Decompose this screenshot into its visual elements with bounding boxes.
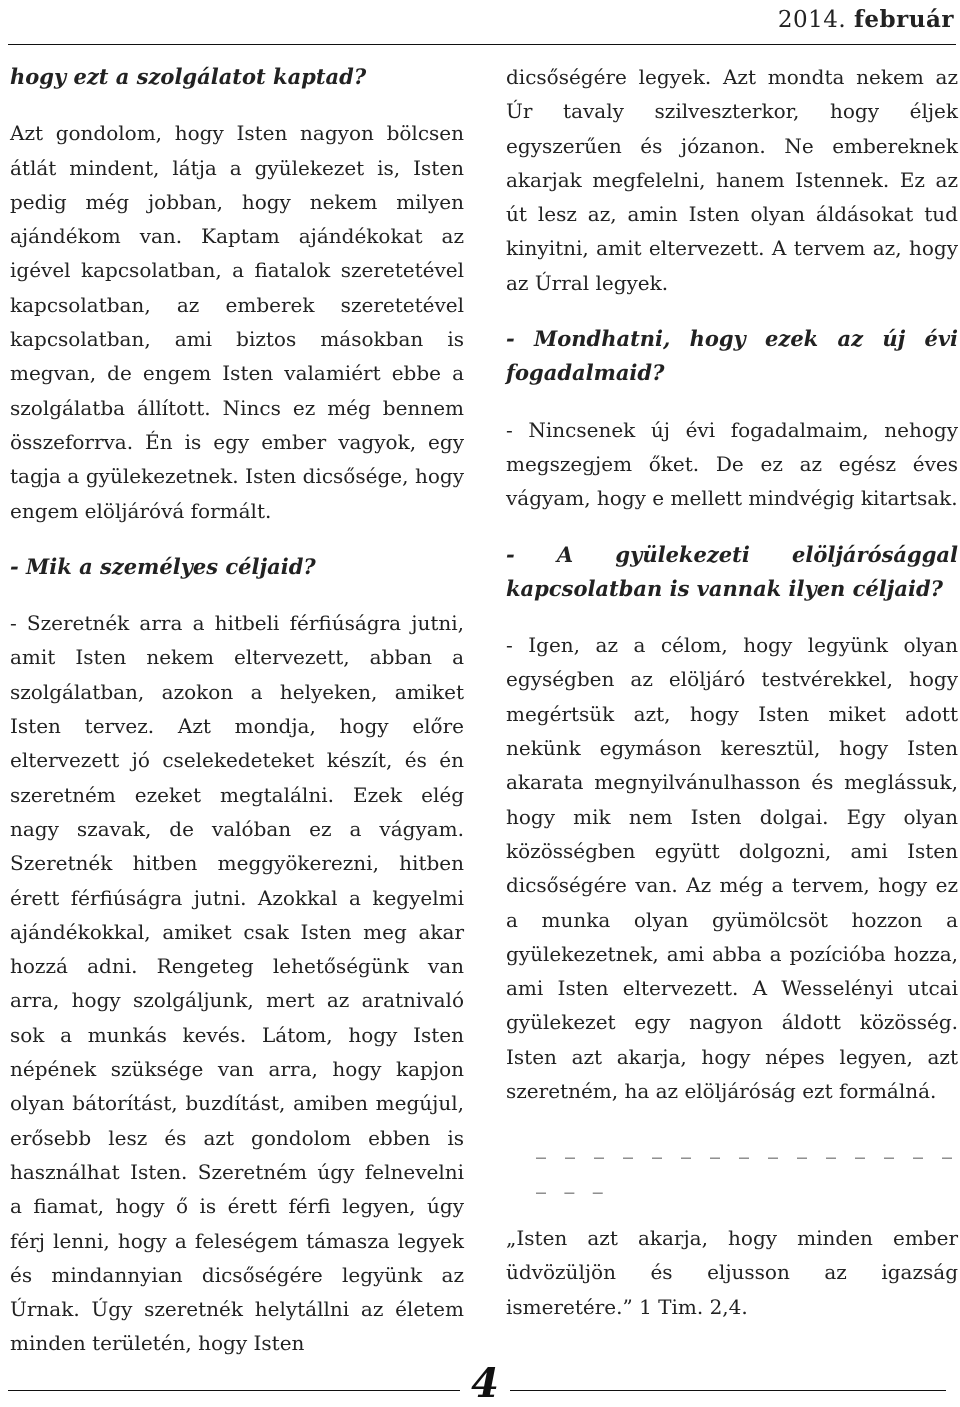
- interview-answer: - Nincsenek új évi fogadalmaim, nehogy megszegjem őket. De ez az egész éves vágyam, hogy e mellett mindvégig kitartsak.: [506, 417, 958, 511]
- interview-answer-continued: dicsőségére legyek. Azt mondta nekem az Úr tavaly szilveszterkor, hogy éljek egyszerűen és józanon. Ne embereknek akarjak megfelelni, hanem Istennek. Ez az út lesz az, amin Isten olyan áldásokat tud kinyitni, amit eltervezett. A tervem az, hogy az Úrral legyek.: [506, 65, 958, 295]
- left-column: [10, 60, 464, 1383]
- interview-question: - Mik a személyes céljaid?: [10, 553, 316, 579]
- interview-question: hogy ezt a szolgálatot kaptad?: [10, 64, 367, 89]
- interview-answer: - Szeretnék arra a hitbeli férfiúságra jutni, amit Isten nekem eltervezett, abban a szolgálatban, azokon a helyeken, amiket Isten tervez. Azt mondja, hogy előre eltervezett jó cselekedeteket készít, és én szeretném ezeket megtalálni. Ezek elég nagy szavak, de valóban ez a vágyam. Szeretnék hitben meggyökerezni, hitben érett férfiúságra jutni. Azokkal a kegyelmi ajándékokkal, amiket csak Isten meg akar hozzá adni. Rengeteg lehetőségünk van arra, hogy szolgáljunk, mert az aratnivaló sok a munkás kevés. Látom, hogy Isten népének szüksége van arra, hogy kapjon olyan bátorítást, buzdítást, amiben megújul, erősebb lesz és azt gondolom ebben is használhat Isten. Szeretném úgy felnevelni a fiamat, hogy ő is érett férfi legyen, úgy férj lenni, hogy a feleségem támasza legyek és mindannyian dicsőségére legyünk az Úrnak. Úgy szeretnék helytállni az életem minden területén, hogy Isten: [10, 611, 464, 1356]
- bible-quote: „Isten azt akarja, hogy minden ember üdvözüljön és eljusson az igazság ismeretére.” 1 Tim. 2,4.: [506, 1225, 958, 1319]
- interview-question: - A gyülekezeti elöljárósággal kapcsolatban is vannak ilyen céljaid?: [506, 541, 958, 601]
- interview-question: - Mondhatni, hogy ezek az új évi fogadalmaid?: [506, 326, 958, 386]
- issue-month: február: [854, 6, 954, 33]
- interview-answer: Azt gondolom, hogy Isten nagyon bölcsen átlát mindent, látja a gyülekezet is, Isten pedig még jobban, hogy nekem milyen ajándékom van. Kaptam ajándékokat az igével kapcsolatban, a fiatalok szeretetével kapcsolatban, az emberek szeretetével kapcsolatban, ami biztos másokban is megvan, de engem Isten valamiért ebbe a szolgálatba állított. Nincs ez még bennem összeforrva. Én is egy ember vagyok, egy tagja a gyülekezetnek. Isten dicsősége, hogy engem elöljáróvá formált.: [10, 121, 464, 523]
- page-header: [0, 0, 960, 46]
- header-rule: [8, 44, 956, 45]
- interview-answer: - Igen, az a célom, hogy legyünk olyan egységben az elöljáró testvérekkel, hogy megértsük azt, hogy Isten miket adott nekünk egymáson keresztül, hogy Isten akarata megnyilvánulhasson és meglássuk, hogy mik nem Isten dolgai. Egy olyan közösségben együtt dolgozni, ami Isten dicsőségére van. Az még a tervem, hogy ez a munka olyan gyümölcsöt hozzon a gyülekezetnek, ami abba a pozícióba hozza, ami Isten eltervezett. A Wesselényi utcai gyülekezet egy nagyon áldott közösség. Isten azt akarja, hogy népes legyen, azt szeretném, ha az elöljáróság ezt formálná.: [506, 633, 958, 1104]
- page-number: 4: [460, 1362, 510, 1406]
- right-column: [506, 60, 958, 1346]
- section-divider: _ _ _ _ _ _ _ _ _ _ _ _ _ _ _ _ _ _: [536, 1135, 958, 1194]
- issue-year: 2014.: [777, 7, 847, 33]
- issue-date: [778, 6, 954, 33]
